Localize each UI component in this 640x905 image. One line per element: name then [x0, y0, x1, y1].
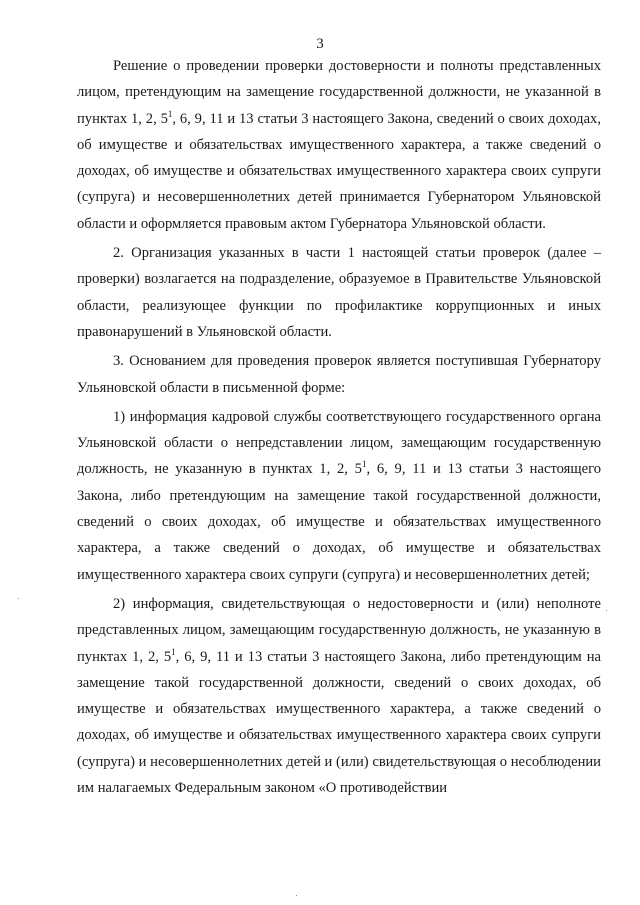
scan-speck: [296, 895, 297, 896]
paragraph-decision-text-start: Решение о проведении проверки достоверности и полноты представленных лицом, претендующим на замещение государственной должности, не указанной в пунктах 1, 2, 5: [77, 58, 601, 127]
paragraph-organization: 2. Организация указанных в части 1 настоящей статьи проверок (далее – проверки) возлагается на подразделение, образуемое в Правительстве Ульяновской области, реализующее функции по профилактике коррупционных и иных правонарушений в Ульяновской области.: [77, 245, 601, 340]
paragraph-decision-superscript: 1: [167, 108, 173, 119]
scan-speck: [18, 598, 19, 599]
document-body: [77, 53, 601, 804]
paragraph-item-1-superscript: 1: [361, 459, 367, 470]
paragraph-grounds: 3. Основанием для проведения проверок является поступившая Губернатору Ульяновской области в письменной форме:: [77, 353, 601, 396]
paragraph-item-1: [77, 404, 601, 588]
paragraph-decision: [77, 53, 601, 237]
paragraph-decision-text-end: , 6, 9, 11 и 13 статьи 3 настоящего Закона, сведений о своих доходах, об имуществе и обязательствах имущественного характера, а также сведений о доходах, об имуществе и обязательствах имущественного характера своих супруги (супруга) и несовершеннолетних детей принимается Губернатором Ульяновской области и оформляется правовым актом Губернатора Ульяновской области.: [77, 110, 602, 232]
paragraph-item-1-text-start: 1) информация кадровой службы соответствующего государственного органа Ульяновской области о непредставлении лицом, замещающим государственную должность, не указанную в пунктах 1, 2, 5: [77, 408, 601, 478]
paragraph-item-2-text-start: 2) информация, свидетельствующая о недостоверности и (или) неполноте представленных лицом, замещающим государственную должность, не указанную в пунктах 1, 2, 5: [77, 595, 601, 665]
page-number: 3: [316, 36, 324, 52]
paragraph-item-1-text-end: , 6, 9, 11 и 13 статьи 3 настоящего Закона, либо претендующим на замещение такой государственной должности, сведений о своих доходах, об имуществе и обязательствах имущественного характера, а также сведений о доходах, об имуществе и обязательствах имущественного характера своих супруги (супруга) и несовершеннолетних детей;: [77, 461, 601, 583]
paragraph-item-2-superscript: 1: [171, 646, 176, 657]
paragraph-item-2-text-end: , 6, 9, 11 и 13 статьи 3 настоящего Закона, либо претендующим на замещение такой государственной должности, сведений о своих доходах, об имуществе и обязательствах имущественного характера, а также сведений о доходах, об имуществе и обязательствах имущественного характера своих супруги (супруга) и несовершеннолетних детей и (или) свидетельствующая о несоблюдении им налагаемых Федеральным законом «О противодействии: [77, 648, 601, 797]
scan-speck: [606, 610, 607, 611]
paragraph-item-2: [77, 591, 601, 801]
